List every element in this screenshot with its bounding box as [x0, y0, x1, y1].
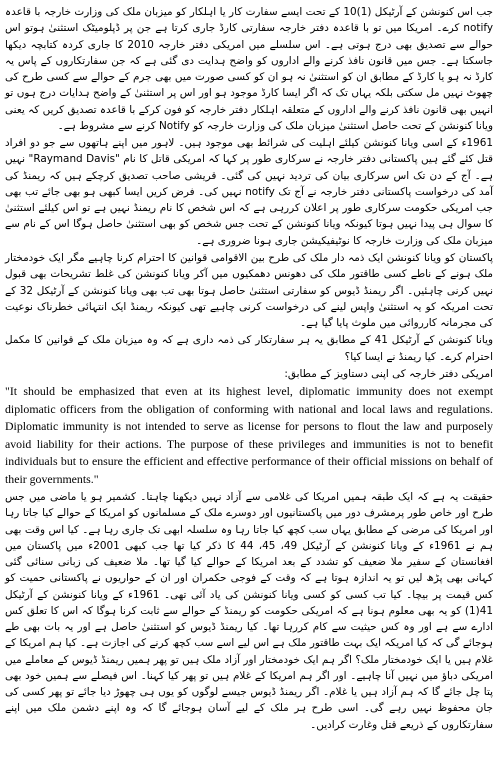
english-quote: "It should be emphasized that even at its highest level, diplomatic immunity does not exempt diplomatic officers from the obligation of conforming with national and local laws and regulations. Diplomatic immunity is not intended to serve as license for persons to flout the law and purposely avoid liability for their actions. The purpose of these privileges and immunities is not to benefit individuals but to ensure the efficient and effective performance of their official missions on behalf of their governments." [5, 384, 493, 486]
paragraph-quote-intro: امریکی دفتر خارجہ کی اپنی دستاویز کے مطابق: [284, 367, 493, 380]
paragraph-sovereignty: پاکستان کو ویانا کنونشن ایک ذمہ دار ملک کی طرح بین الاقوامی قوانین کا احترام کرنا چاہیے مگر ایک خودمختار ملک ہونے کے ناطے کسی طاقتور ملک کی دھونس دھمکیوں میں آکر ویانا کنونشن کی غلط تشریحات بھی قبول نہیں کرنی چاہئیں۔ اگر ریمنڈ ڈیوس کو سفارتی استثنیٰ حاصل ہوتا بھی تب بھی ویانا کنونشن کے آرٹیکل 32 کے تحت امریکہ کو یہ استثنیٰ واپس لینے کی درخواست کرنی چاہیے تھی کیونکہ ریمنڈ ایک انتہائی خطرناک نوعیت کی مجرمانہ کارروائی میں ملوث پایا گیا ہے۔ [5, 251, 493, 330]
paragraph-eligibility: 1961ء کے اسی ویانا کنونشن کیلئے اہلیت کی شرائط بھی موجود ہیں۔ لاہور میں اپنے ہاتھوں سے جو دو افراد قتل کئے گئے ہیں پاکستانی دفتر خارجہ نے سرکاری طور پر کہا کہ امریکی قاتل کا نام "Raymand Davis" نہیں ہے۔ آج کے دن تک اس سرکاری بیان کی تردید نہیں کی گئی۔ قریشی صاحب تصدیق کرچکے ہیں کہ ریمنڈ کی آمد کی درخواست پاکستانی دفتر خارجہ نے آج تک notify نہیں کی۔ فرض کریں ایسا کبھی ہو بھی جائے تب بھی جب امریکی حکومت سرکاری طور پر اعلان کررہی ہے کہ اس شخص کا نام ریمنڈ نہیں ہے تو اس کیلئے استثنیٰ کا سوال ہی پیدا نہیں ہوتا کیونکہ ویانا کنونشن کے تحت جس شخص کو بھی استثنیٰ حاصل ہوگا اس کے نام سے میزبان ملک کی وزارت خارجہ کا نوٹیفیکیشن جاری ہونا ضروری ہے۔ [5, 137, 493, 247]
paragraph-article-41: ویانا کنونشن کے آرٹیکل 41 کے مطابق یہ ہر سفارتکار کی ذمہ داری ہے کہ وہ میزبان ملک کے قوانین کا مکمل احترام کرے۔ کیا ریمنڈ نے ایسا کیا؟ [5, 334, 494, 363]
paragraph-notification: جب اس کنونشن کے آرٹیکل (1)10 کے تحت ایسے سفارت کار یا اہلکار کو میزبان ملک کی وزارت خارجہ با قاعدہ notify کرے۔ امریکا میں تو با قاعدہ دفتر خارجہ سفارتی کارڈ جاری کرتا ہے جن پر ڈپلومیٹک استثنیٰ ہوتو اس حوالے سے تصدیق بھی درج ہوتی ہے۔ اس سلسلے میں امریکی دفتر خارجہ 2010 کا جاری کردہ کتابچہ دیکھا جاسکتا ہے۔ جس میں قانون نافذ کرنے والے اداروں کو واضح ہدایت دی گئی ہے کہ جن سفارتکاروں کے پاس یہ کارڈ نہ ہو یا کارڈ کے مطابق ان کو استثنیٰ نہ ہو ان کو کسی صورت میں بھی جرم کے حوالے سے کسی طرح کی چھوٹ نہیں مل سکتی بلکہ یہاں تک کہ اگر ایسا کارڈ موجود ہو اور اس پر استثنیٰ کے واضح ہدایات درج ہوں تو انہیں بھی قانون نافذ کرنے والے اداروں کے متعلقہ اہلکار دفتر خارجہ کو فون کرکے با قاعدہ تصدیق کریں کہ یعنی ویانا کنونشن کے تحت حاصل استثنیٰ میزبان ملک کی وزارت خارجہ کو Notify کرنے سے مشروط ہے۔ [5, 6, 493, 132]
paragraph-conclusion: حقیقت یہ ہے کہ ایک طبقہ ہمیں امریکا کی غلامی سے آزاد نہیں دیکھنا چاہتا۔ کشمیر ہو یا ماضی میں جس طرح اور خاص طور پرمشرف دور میں پاکستانیوں اور دوسرے ملک کے مسلمانوں کو امریکا کے حوالے کیا جاتا رہا اور امریکا کی مرضی کے مطابق یہاں سب کچھ کیا جاتا رہا وہ سلسلہ ابھی تک جاری رہا ہے۔ کیا اس وقت بھی ہم نے 1961ء کے ویانا کنونشن کے آرٹیکل 49، 45، 44 کا ذکر کیا تھا جب کبھی 2001ء میں پاکستان میں افغانستان کے سفیر ملا ضعیف کو تشدد کے بعد امریکا کے حوالے کیا گیا تھا۔ ملا ضعیف کی زبانی سنائی گئی کہانی بھی پڑھ لیں تو یہ اندازہ ہوتا ہے کہ وقت کے فوجی حکمران اور ان کے حواریوں نے پاکستانی حمیت کو کس قیمت پر بیچا۔ کیا تب کسی کو کسی ویانا کنونشن کی یاد آئی تھی۔ 1961ء کے ویانا کنونشن کے آرٹیکل 41(1) کو یہ بھی معلوم ہونا ہے کہ امریکی حکومت کو ریمنڈ کے حوالے سے ثابت کرنا ہوگا کہ اس کا تعلق کس ادارے سے ہے اور وہ کس حیثیت سے کام کررہا تھا۔ کیا ریمنڈ ڈیوس کو استثنیٰ حاصل ہے اور یہ بات بھی طے ہوجائے گی کہ کیا امریکہ ایک بہت طاقتور ملک ہے اس لیے اسے سب کچھ کرنے کی اجازت ہے۔ کیا ہم امریکا کے غلام ہیں یا ایک خودمختار ملک؟ اگر ہم ایک خودمختار اور آزاد ملک ہیں تو پھر ہمیں ریمنڈ ڈیوس کے معاملے میں امریکی دباؤ میں نہیں آنا چاہیے۔ اور اگر ہم امریکا کے غلام ہیں تو پھر کیا کہنا۔ اس فیصلے سے ہمیں خود بھی پتا چل جائے گا کہ ہم آزاد ہیں یا غلام۔ اگر ریمنڈ ڈیوس جیسے لوگوں کو یوں ہی چھوڑ دیا جائے تو پھر کسی کی جان محفوظ نہیں رہے گی۔ اسی طرح ہر ملک کے لیے آسان ہوجائے گا کہ وہ اپنے دشمن ملک میں اپنے سفارتکاروں کے ذریعے قتل وغارت کرادیں۔ [5, 491, 494, 731]
